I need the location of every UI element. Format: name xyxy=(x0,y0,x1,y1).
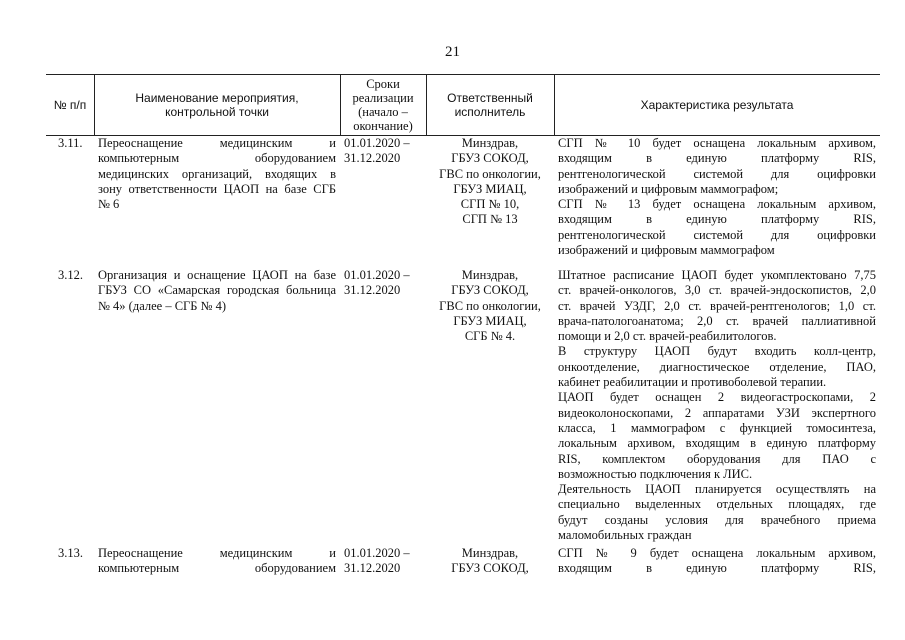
text-line: онкоотделение, диагностическое отделение, ПАО, xyxy=(558,359,876,374)
text-line: рентгенологической системой для оцифровки xyxy=(558,227,876,242)
text-line: В структуру ЦАОП будут входить колл-центр, xyxy=(558,344,876,359)
header-term-line: (начало – xyxy=(358,105,408,119)
text-line: Минздрав, xyxy=(461,136,519,150)
result xyxy=(558,136,876,258)
header-term xyxy=(340,75,426,135)
header-name-line: Наименование мероприятия, xyxy=(135,91,299,105)
text-line: локальным архивом, входящим в единую платформу xyxy=(558,436,876,451)
measure-name xyxy=(98,546,336,577)
row-number: 3.11. xyxy=(58,136,83,150)
term xyxy=(344,268,426,299)
column-divider xyxy=(94,75,95,135)
header-resp xyxy=(426,75,554,135)
header-term-line: Сроки xyxy=(366,77,400,91)
text-line: помощи и 2,0 ст. врачей-реабилитологов. xyxy=(558,329,777,344)
text-line: врача-патологоанатома; 2,0 ст. врачей паллиативной xyxy=(558,313,876,328)
text-line: зону ответственности ЦАОП на базе СГБ xyxy=(98,181,336,196)
text-line: возможностью подключения к ЛИС. xyxy=(558,466,753,481)
term-end: 31.12.2020 xyxy=(344,561,401,576)
text-line: СГП № 10 будет оснащена локальным архивом, xyxy=(558,136,876,150)
row-number: 3.13. xyxy=(58,546,83,560)
term xyxy=(344,136,426,167)
text-line: СГП № 13 будет оснащена локальным архивом, xyxy=(558,197,876,212)
header-result: Характеристика результата xyxy=(640,98,794,112)
text-line: изображений и цифровым маммографом xyxy=(558,243,775,258)
text-line: ГБУЗ СОКОД, xyxy=(451,283,529,298)
responsible xyxy=(426,268,554,344)
text-line: видеоколоноскопами, 2 аппаратами УЗИ экспертного xyxy=(558,405,876,420)
text-line: рентгенологической системой для оцифровки xyxy=(558,166,876,181)
text-line: № 6 xyxy=(98,197,120,212)
term xyxy=(344,546,426,577)
row-number: 3.12. xyxy=(58,268,83,282)
measure-name xyxy=(98,268,336,314)
text-line: входящим в единую платформу RIS, xyxy=(558,151,876,166)
text-line: СГП № 10, xyxy=(460,197,520,212)
header-resp-line: исполнитель xyxy=(454,105,526,119)
text-line: ГБУЗ СОКОД, xyxy=(451,151,529,166)
column-divider xyxy=(554,75,555,135)
text-line: ГБУЗ МИАЦ, xyxy=(453,181,527,196)
text-line: ГБУЗ СОКОД, xyxy=(451,561,529,576)
column-divider xyxy=(426,75,427,135)
text-line: Переоснащение медицинским и xyxy=(98,546,336,560)
text-line: изображений и цифровым маммографом; xyxy=(558,181,779,196)
text-line: ст. врачей-онкологов, 3,0 ст. врачей-эндоскопистов, 2,0 xyxy=(558,283,876,298)
text-line: компьютерным оборудованием xyxy=(98,561,336,576)
header-name xyxy=(94,75,340,135)
page-number: 21 xyxy=(445,44,460,60)
responsible xyxy=(426,136,554,228)
text-line: ГБУЗ СО «Самарская городская больница xyxy=(98,283,336,298)
text-line: Минздрав, xyxy=(461,546,519,560)
text-line: RIS, комплектом оборудования для ПАО с xyxy=(558,451,876,466)
term-start: 01.01.2020 – xyxy=(344,136,410,150)
text-line: кабинет реабилитации и противоболевой терапии. xyxy=(558,375,827,390)
text-line: компьютерным оборудованием xyxy=(98,151,336,166)
column-divider xyxy=(340,75,341,135)
text-line: будут созданы условия для врачебного приема xyxy=(558,512,876,527)
result xyxy=(558,546,876,577)
text-line: № 4» (далее – СГБ № 4) xyxy=(98,298,227,313)
table-header xyxy=(46,74,880,136)
text-line: ЦАОП будет оснащен 2 видеогастроскопами, 2 xyxy=(558,390,876,405)
text-line: входящим в единую платформу RIS, xyxy=(558,212,876,227)
header-resp-line: Ответственный xyxy=(447,91,533,105)
responsible xyxy=(426,546,554,577)
term-end: 31.12.2020 xyxy=(344,151,401,166)
text-line: Переоснащение медицинским и xyxy=(98,136,336,150)
text-line: Штатное расписание ЦАОП будет укомплектовано 7,75 xyxy=(558,268,876,282)
text-line: ст. врачей УЗДГ, 2,0 ст. врачей-рентгенологов; 1,0 ст. xyxy=(558,298,876,313)
text-line: ГВС по онкологии, xyxy=(439,166,541,181)
header-name-line: контрольной точки xyxy=(165,105,269,119)
text-line: медицинских организаций, входящих в xyxy=(98,166,336,181)
term-start: 01.01.2020 – xyxy=(344,268,410,282)
text-line: ГВС по онкологии, xyxy=(439,298,541,313)
text-line: класса, 1 маммографом с функцией томосинтеза, xyxy=(558,420,876,435)
text-line: входящим в единую платформу RIS, xyxy=(558,561,876,576)
text-line: СГП № 13 xyxy=(462,212,518,227)
text-line: Деятельность ЦАОП планируется осуществлять на xyxy=(558,482,876,497)
text-line: Минздрав, xyxy=(461,268,519,282)
text-line: ГБУЗ МИАЦ, xyxy=(453,313,527,328)
text-line: специально выделенных отдельных площадях, где xyxy=(558,497,876,512)
text-line: Организация и оснащение ЦАОП на базе xyxy=(98,268,336,282)
term-start: 01.01.2020 – xyxy=(344,546,410,560)
text-line: маломобильных граждан xyxy=(558,528,692,543)
header-term-line: окончание) xyxy=(353,119,413,133)
measure-name xyxy=(98,136,336,212)
result xyxy=(558,268,876,543)
text-line: СГБ № 4. xyxy=(464,329,516,344)
term-end: 31.12.2020 xyxy=(344,283,401,298)
header-num: № п/п xyxy=(53,98,87,112)
header-term-line: реализации xyxy=(352,91,414,105)
text-line: СГП № 9 будет оснащена локальным архивом, xyxy=(558,546,876,560)
